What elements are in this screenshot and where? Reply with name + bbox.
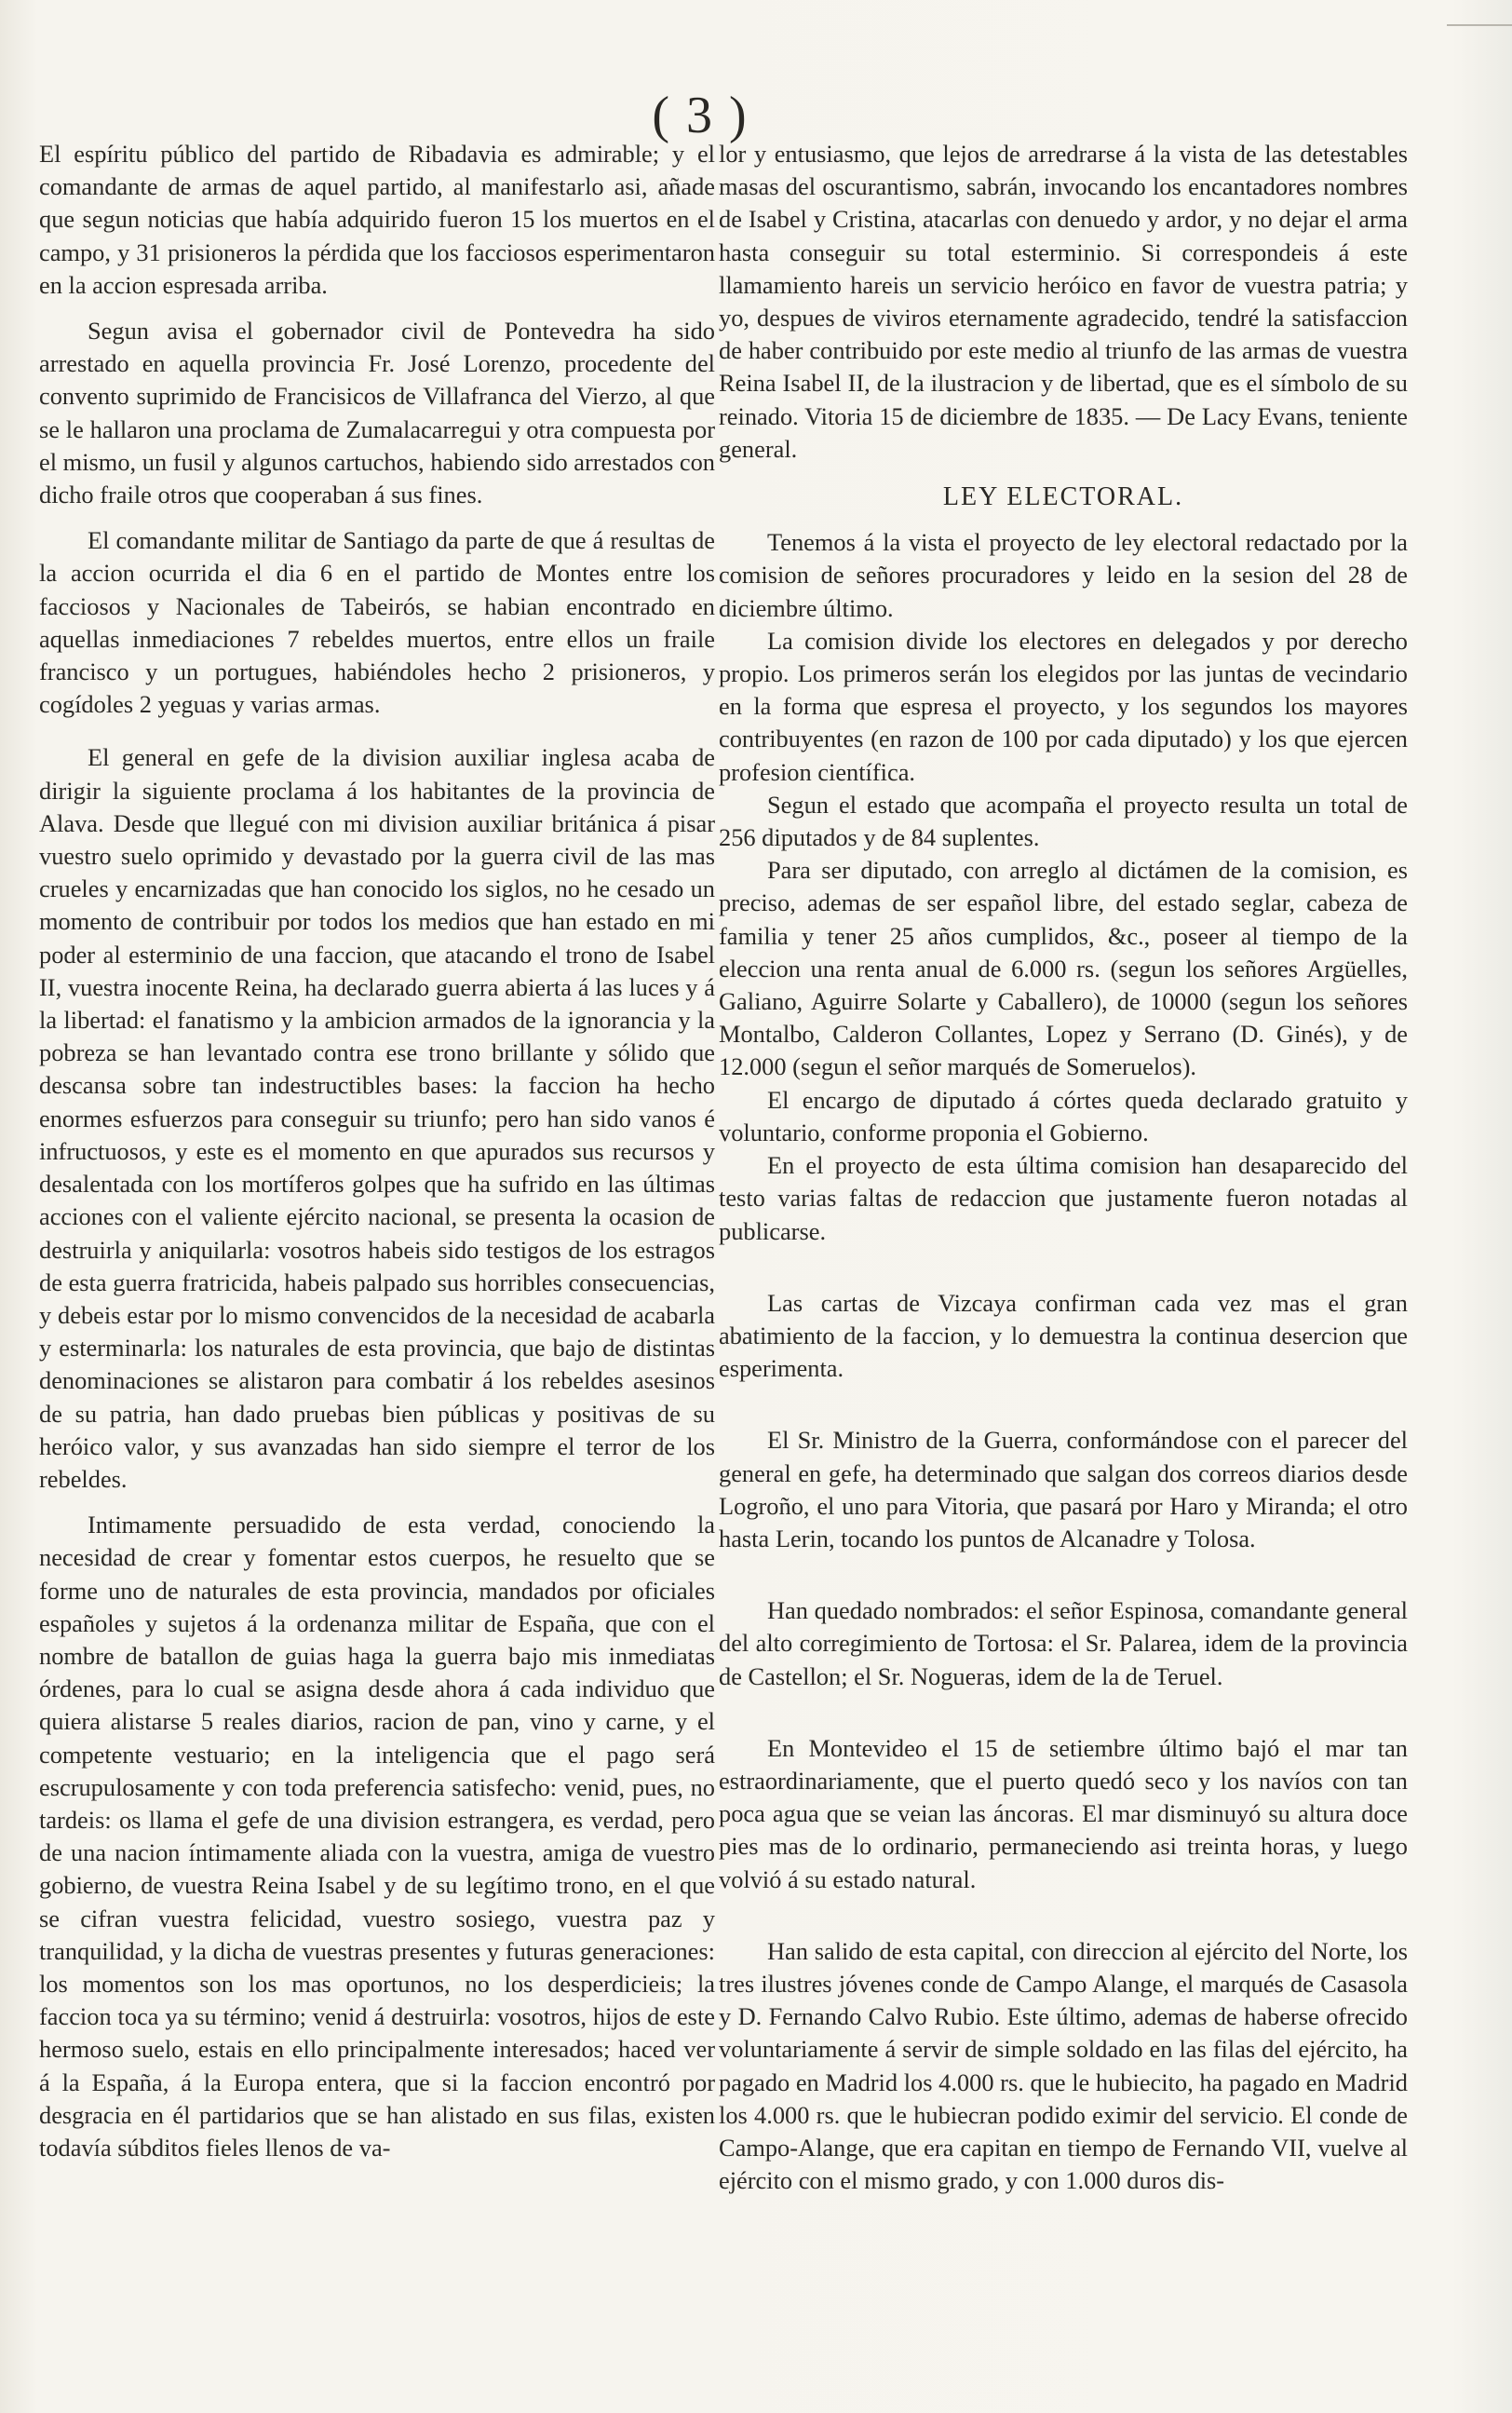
article-santiago: El comandante militar de Santiago da parte de que á resultas de la accion ocurrida el dia 6 en el partido de Montes entre los facciosos y Nacionales de Tabeirós, se habian encontrado en aquellas inmediaciones 7 rebeldes muertos, entre ellos un fraile francisco y un portugues, habiéndoles hecho 2 prisioneros, y cogídoles 2 yeguas y varias armas. <box>39 526 715 719</box>
news-voluntarios: Han salido de esta capital, con direccion al ejército del Norte, los tres ilustres jóvenes conde de Campo Alange, el marqués de Casasola y D. Fernando Calvo Rubio. Este último, ademas de haberse ofrecido voluntariamente á servir de simple soldado en las filas del ejército, ha pagado en Madrid los 4.000 rs. que le hubiecito, ha pagado en Madrid los 4.000 rs. que le hubiecran podido eximir del servicio. El conde de Campo-Alange, que era capitan en tiempo de Fernando VII, vuelve al ejército con el mismo grado, y con 1.000 duros dis- <box>719 1936 1408 2195</box>
proclamation-conclusion: lor y entusiasmo, que lejos de arredrarse á la vista de las detestables masas del oscurantismo, sabrán, invocando los encantadores nombres de Isabel y Cristina, atacarlas con denuedo y ardor, y no dejar el arma hasta conseguir su total esterminio. Si correspondeis á este llamamiento hareis un servicio heróico en favor de vuestra patria; y yo, despues de viviros eternamente agradecido, tendré la satisfaccion de haber contribuido por este medio al triunfo de las armas de vuestra Reina Isabel II, de la ilustracion y de libertad, que es el símbolo de su reinado. Vitoria 15 de diciembre de 1835. — De Lacy Evans, teniente general. <box>719 140 1408 463</box>
section-heading-ley-electoral: LEY ELECTORAL. <box>942 482 1184 512</box>
news-vizcaya: Las cartas de Vizcaya confirman cada vez mas el gran abatimiento de la faccion, y lo demuestra la continua desercion que esperimenta. <box>719 1288 1408 1383</box>
page-edge-mark <box>1447 0 1512 26</box>
page-number: ( 3 ) <box>652 87 749 144</box>
electoral-paragraph: Segun el estado que acompaña el proyecto resulta un total de 256 diputados y de 84 suplentes. <box>719 790 1408 852</box>
news-correos: El Sr. Ministro de la Guerra, conformándose con el parecer del general en gefe, ha determinado que salgan dos correos diarios desde Logroño, el uno para Vitoria, que pasará por Haro y Miranda; el otro hasta Lerin, tocando los puntos de Alcanadre y Tolosa. <box>719 1426 1408 1552</box>
right-column <box>719 138 1408 2197</box>
news-nombramientos: Han quedado nombrados: el señor Espinosa, comandante general del alto corregimiento de Tortosa: el Sr. Palarea, idem de la provincia de Castellon; el Sr. Nogueras, idem de la de Teruel. <box>719 1596 1408 1690</box>
article-proclamation-continued: Intimamente persuadido de esta verdad, conociendo la necesidad de crear y fomentar estos cuerpos, he resuelto que se forme uno de naturales de esta provincia, mandados por oficiales españoles y sujetos á la ordenanza militar de España, que con el nombre de batallon de guias haga la guerra bajo mis inmediatas órdenes, para lo cual se asigna desde ahora á cada individuo que quiera alistarse 5 reales diarios, racion de pan, vino y carne, y el competente vestuario; en la inteligencia que el pago será escrupulosamente y con toda preferencia satisfecho: venid, pues, no tardeis: os llama el gefe de una division estrangera, es verdad, pero de una nacion íntimamente aliada con la vuestra, amiga de vuestro gobierno, de vuestra Reina Isabel y de su legítimo trono, en el que se cifran vuestra felicidad, vuestro sosiego, vuestra paz y tranquilidad, y la dicha de vuestras presentes y futuras generaciones: los momentos son los mas oportunos, no los desperdicieis; la faccion toca ya su término; venid á destruirla: vosotros, hijos de este hermoso suelo, estais en ello principalmente interesados; haced ver á la España, á la Europa entera, que si la faccion encontró por desgracia en él partidarios que se han alistado en sus filas, existen todavía súbditos fieles llenos de va- <box>39 1511 715 2162</box>
news-montevideo: En Montevideo el 15 de setiembre último bajó el mar tan estraordinariamente, que el puerto quedó seco y los navíos con tan poca agua que se veian las áncoras. El mar disminuyó su altura doce pies mas de lo ordinario, permaneciendo asi treinta horas, y luego volvió á su estado natural. <box>719 1733 1408 1893</box>
article-ribadavia: El espíritu público del partido de Ribadavia es admirable; y el comandante de armas de aquel partido, al manifestarlo asi, añade que segun noticias que había adquirido fueron 15 los muertos en el campo, y 31 prisioneros la pérdida que los facciosos esperimentaron en la accion espresada arriba. <box>39 140 715 299</box>
electoral-paragraph: La comision divide los electores en delegados y por derecho propio. Los primeros serán los elegidos por las juntas de vecindario en la forma que espresa el proyecto, y los segundos los mayores contribuyentes (en razon de 100 por cada diputado) y los que ejercen profesion científica. <box>719 626 1408 786</box>
article-proclamation: El general en gefe de la division auxiliar inglesa acaba de dirigir la siguiente proclama á los habitantes de la provincia de Alava. Desde que llegué con mi division auxiliar británica á pisar vuestro suelo oprimido y devastado por la guerra civil de las mas crueles y encarnizadas que han conocido los siglos, no he cesado un momento de contribuir por todos los medios que han estado en mi poder al esterminio de una faccion, que atacando el trono de Isabel II, vuestra inocente Reina, ha declarado guerra abierta á las luces y á la libertad: el fanatismo y la ambicion armados de la ignorancia y la pobreza se han levantado contra ese trono brillante y sólido que descansa sobre tan indestructibles bases: la faccion ha hecho enormes esfuerzos para conseguir su triunfo; pero han sido vanos é infructuosos, y este es el momento en que apurados sus recursos y desalentada con los mortíferos golpes que ha sufrido en las últimas acciones con el valiente ejército nacional, se presenta la ocasion de destruirla y aniquilarla: vosotros habeis sido testigos de los estragos de esta guerra fratricida, habeis palpado sus horribles consecuencias, y debeis estar por lo mismo convencidos de la necesidad de acabarla y esterminarla: los naturales de esta provincia, que bajo de distintas denominaciones se alistaron para combatir á los rebeldes asesinos de su patria, han dado pruebas bien públicas y positivas de su heróico valor, y sus avanzadas han sido siempre el terror de los rebeldes. <box>39 743 715 1493</box>
electoral-paragraph: El encargo de diputado á córtes queda declarado gratuito y voluntario, conforme proponia el Gobierno. <box>719 1085 1408 1146</box>
electoral-paragraph: Tenemos á la vista el proyecto de ley electoral redactado por la comision de señores procuradores y leido en la sesion del 28 de diciembre último. <box>719 528 1408 622</box>
electoral-paragraph: En el proyecto de esta última comision han desaparecido del testo varias faltas de redaccion que justamente fueron notadas al publicarse. <box>719 1151 1408 1245</box>
article-pontevedra: Segun avisa el gobernador civil de Pontevedra ha sido arrestado en aquella provincia Fr. José Lorenzo, procedente del convento suprimido de Francisicos de Villafranca del Vierzo, al que se le hallaron una proclama de Zumalacarregui y otra compuesta por el mismo, un fusil y algunos cartuchos, habiendo sido arrestados con dicho fraile otros que cooperaban á sus fines. <box>39 317 715 509</box>
left-column <box>39 138 715 2164</box>
electoral-paragraph: Para ser diputado, con arreglo al dictámen de la comision, es preciso, ademas de ser español libre, del estado seglar, cabeza de familia y tener 25 años cumplidos, &c., poseer al tiempo de la eleccion una renta anual de 6.000 rs. (segun los señores Argüelles, Galiano, Aguirre Solarte y Caballero), de 10000 (segun los señores Montalbo, Calderon Collantes, Lopez y Serrano (D. Ginés), y de 12.000 (segun el señor marqués de Someruelos). <box>719 856 1408 1081</box>
